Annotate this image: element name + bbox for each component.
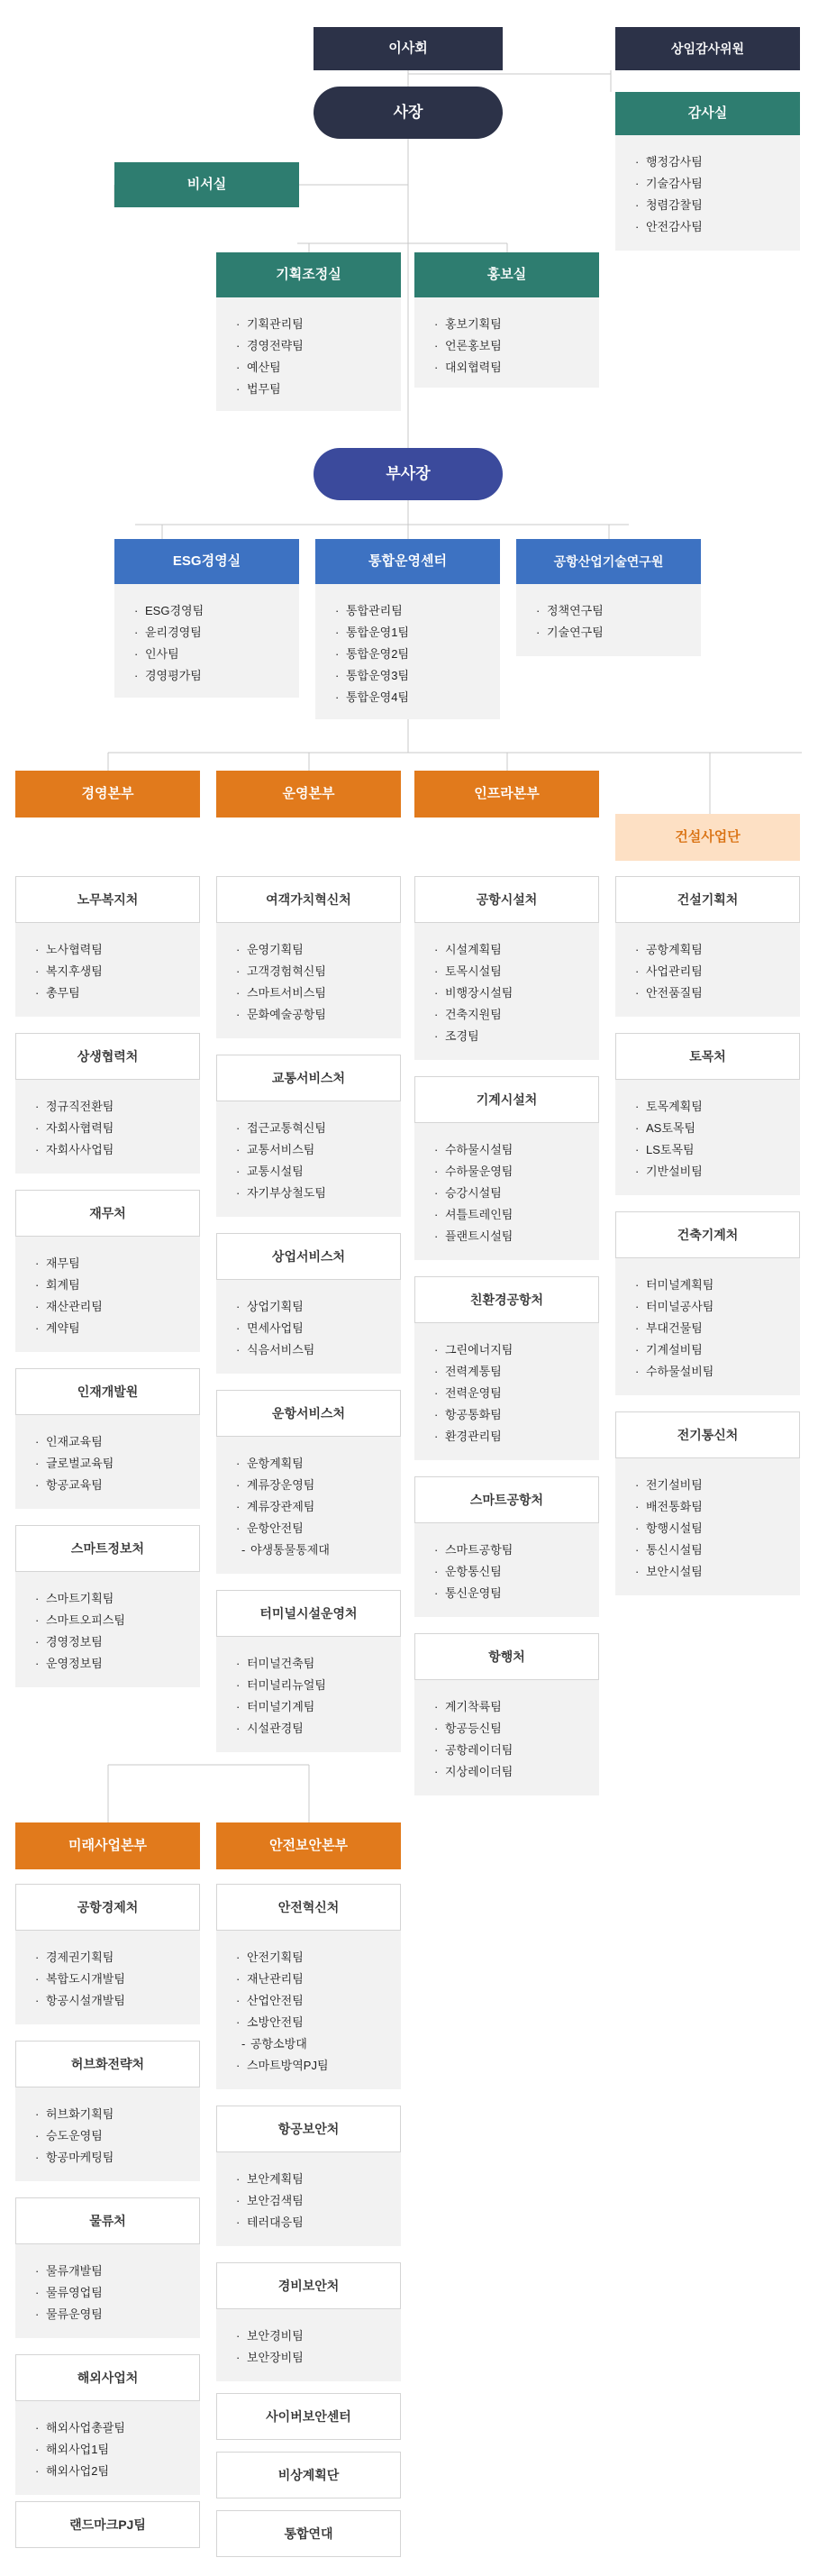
department-team-list [216,1931,401,2089]
team-item: · 재난관리팀 [236,1969,390,1990]
department-name: 건설기획처 [615,876,800,923]
team-item: · 통합관리팀 [335,600,489,622]
department-team-list [216,2152,401,2246]
department-team-list [414,1123,599,1260]
esg-office-box: ESG경영실 [114,539,299,584]
department-block [216,2262,401,2381]
team-item: · 재산관리팀 [35,1296,189,1318]
team-item: · LS토목팀 [635,1139,789,1161]
team-list [236,1296,390,1361]
team-item: · 교통서비스팀 [236,1139,390,1161]
team-item: · 기술감사팀 [635,173,789,195]
department-name: 재무처 [15,1190,200,1237]
construction-column [615,876,800,1612]
team-item: · 총무팀 [35,982,189,1004]
department-team-list [615,1080,800,1195]
team-item: · 접근교통혁신팀 [236,1118,390,1139]
planning-office-box: 기획조정실 [216,252,401,297]
team-list [35,2417,189,2482]
department-block [216,1055,401,1217]
team-list [35,939,189,1004]
team-item: · 경영정보팀 [35,1631,189,1653]
team-item: · 수하물설비팀 [635,1361,789,1383]
team-item: · 스마트방역PJ팀 [236,2055,390,2077]
department-team-list [216,1437,401,1574]
department-block [615,876,800,1017]
team-item: · 청렴감찰팀 [635,195,789,216]
team-item: · 허브화기획팀 [35,2104,189,2125]
team-item: · 소방안전팀 [236,2012,390,2033]
planning-team-list [216,297,401,411]
team-item: · 보안경비팀 [236,2325,390,2347]
department-block [216,1884,401,2089]
department-name: 상업서비스처 [216,1233,401,1280]
team-item: · 노사협력팀 [35,939,189,961]
team-item: · 터미널기계팀 [236,1696,390,1718]
department-block [15,876,200,1017]
department-name: 항공보안처 [216,2106,401,2152]
team-list [434,1539,588,1604]
team-item: · 상업기획팀 [236,1296,390,1318]
team-item: · 터미널리뉴얼팀 [236,1675,390,1696]
team-item: · 물류운영팀 [35,2304,189,2325]
team-list [635,939,789,1004]
team-item: · 경영전략팀 [236,335,390,357]
department-name: 물류처 [15,2197,200,2244]
team-item: · 보안검색팀 [236,2190,390,2212]
team-list [236,1947,390,2077]
team-item: · 항행시설팀 [635,1518,789,1539]
department-team-list [15,2087,200,2181]
team-item: · 수하물시설팀 [434,1139,588,1161]
department-block [15,1525,200,1687]
team-item: · 고객경험혁신팀 [236,961,390,982]
department-block [216,876,401,1038]
department-block [216,1390,401,1574]
team-item: · 안전감사팀 [635,216,789,238]
team-item: · 조경팀 [434,1026,588,1047]
hq-construction-box: 건설사업단 [615,814,800,861]
department-team-list [216,1280,401,1374]
team-list [35,2261,189,2325]
department-team-list [414,923,599,1060]
team-item: · 운영기획팀 [236,939,390,961]
team-item: · 보안계획팀 [236,2169,390,2190]
team-item: · 스마트서비스팀 [236,982,390,1004]
department-block [216,1233,401,1374]
department-block [216,1590,401,1752]
team-item: · 통신운영팀 [434,1583,588,1604]
department-team-list [414,1323,599,1460]
team-item: · 전기설비팀 [635,1475,789,1496]
team-item: · 항공시설개발팀 [35,1990,189,2012]
management-column [15,876,200,1704]
department-block [15,2197,200,2338]
team-list [635,1274,789,1383]
department-team-list [216,923,401,1038]
esg-teams [134,600,288,687]
team-item: · 해외사업1팀 [35,2439,189,2461]
team-item: · 자회사협력팀 [35,1118,189,1139]
team-item: · ESG경영팀 [134,600,288,622]
team-item: · 홍보기획팀 [434,314,588,335]
team-item: · 항공등신팀 [434,1718,588,1740]
team-item: · 계류장운영팀 [236,1475,390,1496]
team-list [236,1453,390,1561]
team-item: · 보안시설팀 [635,1561,789,1583]
department-name: 터미널시설운영처 [216,1590,401,1637]
pr-teams [434,314,588,379]
department-block [15,1884,200,2024]
team-list [35,1947,189,2012]
department-block [216,2106,401,2246]
research-teams [536,600,690,644]
team-item: · 복지후생팀 [35,961,189,982]
infrastructure-column [414,876,599,1812]
team-item: · 통합운영1팀 [335,622,489,644]
department-name: 기계시설처 [414,1076,599,1123]
ops-center-box: 통합운영센터 [315,539,500,584]
team-list [35,1588,189,1675]
team-item: · 해외사업2팀 [35,2461,189,2482]
team-item: · 계약팀 [35,1318,189,1339]
department-team-list [15,1415,200,1509]
department-name: 여객가치혁신처 [216,876,401,923]
team-item: · 안전품질팀 [635,982,789,1004]
department-name: 노무복지처 [15,876,200,923]
department-team-list [15,2401,200,2495]
hq-operations-box: 운영본부 [216,771,401,818]
team-item: · 운항계획팀 [236,1453,390,1475]
team-list [635,1096,789,1183]
team-item: · 승도운영팀 [35,2125,189,2147]
team-item: · 계류장관제팀 [236,1496,390,1518]
department-name: 건축기계처 [615,1211,800,1258]
department-block [414,1633,599,1795]
team-item: · 테러대응팀 [236,2212,390,2233]
team-item: · 재무팀 [35,1253,189,1274]
team-item: · 터미널건축팀 [236,1653,390,1675]
team-item: · 식음서비스팀 [236,1339,390,1361]
department-name: 공항시설처 [414,876,599,923]
team-item: · AS토목팀 [635,1118,789,1139]
department-block [414,1076,599,1260]
department-block [615,1211,800,1395]
department-block [414,1476,599,1617]
pr-office-box: 홍보실 [414,252,599,297]
team-item: · 해외사업총괄팀 [35,2417,189,2439]
team-item: · 토목시설팀 [434,961,588,982]
team-list [434,939,588,1047]
department-team-list [615,1458,800,1595]
team-item: · 자기부상철도팀 [236,1183,390,1204]
team-list [35,2104,189,2169]
team-item: · 터미널공사팀 [635,1296,789,1318]
department-block [15,1033,200,1174]
team-item: · 전력계통팀 [434,1361,588,1383]
esg-team-list [114,584,299,698]
team-item: · 배전통화팀 [635,1496,789,1518]
team-item: · 항공마케팅팀 [35,2147,189,2169]
team-item: · 기술연구팀 [536,622,690,644]
team-item: · 플랜트시설팀 [434,1226,588,1247]
department-block [15,2354,200,2495]
department-team-list [15,1237,200,1352]
future-business-column [15,1884,200,2511]
department-team-list [15,1931,200,2024]
vice-president-box: 부사장 [314,448,503,500]
team-item: · 전력운영팀 [434,1383,588,1404]
team-item: · 스마트기획팀 [35,1588,189,1610]
team-list [236,2169,390,2233]
department-name: 운항서비스처 [216,1390,401,1437]
team-item: · 통합운영4팀 [335,687,489,708]
team-list [236,1653,390,1740]
team-item: · 건축지원팀 [434,1004,588,1026]
team-item: · 시설관경팀 [236,1718,390,1740]
team-item: · 복합도시개발팀 [35,1969,189,1990]
team-item: · 자회사사업팀 [35,1139,189,1161]
team-item: · 보안장비팀 [236,2347,390,2369]
team-item: · 기획관리팀 [236,314,390,335]
department-name: 항행처 [414,1633,599,1680]
ceo-box: 사장 [314,87,503,139]
department-team-list [216,1637,401,1752]
team-item: · 면세사업팀 [236,1318,390,1339]
team-list [35,1253,189,1339]
department-name: 인재개발원 [15,1368,200,1415]
sub-unit-item: - 야생통물통제대 [236,1539,390,1561]
team-item: · 통합운영2팀 [335,644,489,665]
department-name: 허브화전략처 [15,2041,200,2087]
department-team-list [414,1680,599,1795]
team-item: · 부대건물팀 [635,1318,789,1339]
team-item: · 윤리경영팀 [134,622,288,644]
team-item: · 정규직전환팀 [35,1096,189,1118]
cyber-security-center: 사이버보안센터 [216,2393,401,2440]
team-item: · 지상레이더팀 [434,1761,588,1783]
team-item: · 운항통신팀 [434,1561,588,1583]
safety-security-column [216,1884,401,2398]
team-item: · 경영평가팀 [134,665,288,687]
team-list [35,1096,189,1161]
team-list [635,1475,789,1583]
department-team-list [15,2244,200,2338]
department-name: 해외사업처 [15,2354,200,2401]
team-item: · 인사팀 [134,644,288,665]
team-item: · 언론홍보팀 [434,335,588,357]
team-item: · 비행장시설팀 [434,982,588,1004]
department-name: 친환경공항처 [414,1276,599,1323]
team-list [434,1339,588,1448]
audit-committee-box: 상임감사위원 [615,27,800,70]
team-item: · 경제권기획팀 [35,1947,189,1969]
team-item: · 법무팀 [236,379,390,400]
team-item: · 기반설비팀 [635,1161,789,1183]
planning-teams [236,314,390,400]
ops-center-team-list [315,584,500,719]
team-item: · 환경관리팀 [434,1426,588,1448]
department-name: 경비보안처 [216,2262,401,2309]
team-item: · 셔틀트레인팀 [434,1204,588,1226]
department-block [15,1368,200,1509]
team-item: · 물류개발팀 [35,2261,189,2282]
integrated-unit: 통합연대 [216,2510,401,2557]
department-name: 토목처 [615,1033,800,1080]
team-item: · 공항레이더팀 [434,1740,588,1761]
team-list [35,1431,189,1496]
team-item: · 계기착륙팀 [434,1696,588,1718]
team-item: · 예산팀 [236,357,390,379]
team-item: · 운영정보팀 [35,1653,189,1675]
audit-teams [635,151,789,238]
team-item: · 공항계획팀 [635,939,789,961]
sub-unit-item: - 공항소방대 [236,2033,390,2055]
team-list [236,2325,390,2369]
team-item: · 시설계획팀 [434,939,588,961]
team-list [434,1139,588,1247]
team-item: · 사업관리팀 [635,961,789,982]
department-block [414,1276,599,1460]
team-item: · 항공통화팀 [434,1404,588,1426]
department-team-list [414,1523,599,1617]
team-item: · 행정감사팀 [635,151,789,173]
hq-safety-security-box: 안전보안본부 [216,1822,401,1869]
team-item: · 운항안전팀 [236,1518,390,1539]
emergency-planning-unit: 비상계획단 [216,2452,401,2498]
department-block [615,1411,800,1595]
team-list [236,939,390,1026]
hq-infrastructure-box: 인프라본부 [414,771,599,818]
hq-management-box: 경영본부 [15,771,200,818]
department-block [615,1033,800,1195]
department-team-list [15,923,200,1017]
department-block [414,876,599,1060]
pr-team-list [414,297,599,388]
team-item: · 회계팀 [35,1274,189,1296]
audit-office-box: 감사실 [615,92,800,135]
team-item: · 대외협력팀 [434,357,588,379]
department-team-list [15,1572,200,1687]
team-item: · 스마트공항팀 [434,1539,588,1561]
department-block [15,1190,200,1352]
team-item: · 문화예술공항팀 [236,1004,390,1026]
team-item: · 교통시설팀 [236,1161,390,1183]
team-item: · 터미널계획팀 [635,1274,789,1296]
board-box: 이사회 [314,27,503,70]
team-item: · 스마트오피스팀 [35,1610,189,1631]
department-name: 스마트정보처 [15,1525,200,1572]
team-item: · 그린에너지팀 [434,1339,588,1361]
department-name: 교통서비스처 [216,1055,401,1101]
secretary-box: 비서실 [114,162,299,207]
research-institute-box: 공항산업기술연구원 [516,539,701,584]
department-team-list [615,923,800,1017]
department-name: 상생협력처 [15,1033,200,1080]
team-item: · 승강시설팀 [434,1183,588,1204]
landmark-pj-team: 랜드마크PJ팀 [15,2501,200,2548]
department-team-list [216,2309,401,2381]
team-item: · 토목계획팀 [635,1096,789,1118]
department-team-list [216,1101,401,1217]
team-item: · 안전기획팀 [236,1947,390,1969]
research-team-list [516,584,701,656]
department-block [15,2041,200,2181]
operations-column [216,876,401,1768]
department-name: 스마트공항처 [414,1476,599,1523]
team-item: · 인재교육팀 [35,1431,189,1453]
team-item: · 글로벌교육팀 [35,1453,189,1475]
hq-future-business-box: 미래사업본부 [15,1822,200,1869]
team-item: · 산업안전팀 [236,1990,390,2012]
team-item: · 정책연구팀 [536,600,690,622]
department-name: 전기통신처 [615,1411,800,1458]
team-item: · 물류영업팀 [35,2282,189,2304]
team-item: · 수하물운영팀 [434,1161,588,1183]
department-team-list [615,1258,800,1395]
ops-center-teams [335,600,489,708]
department-name: 안전혁신처 [216,1884,401,1931]
audit-team-list [615,135,800,251]
department-team-list [15,1080,200,1174]
team-list [434,1696,588,1783]
team-item: · 기계설비팀 [635,1339,789,1361]
team-list [236,1118,390,1204]
team-item: · 통신시설팀 [635,1539,789,1561]
team-item: · 통합운영3팀 [335,665,489,687]
department-name: 공항경제처 [15,1884,200,1931]
team-item: · 항공교육팀 [35,1475,189,1496]
